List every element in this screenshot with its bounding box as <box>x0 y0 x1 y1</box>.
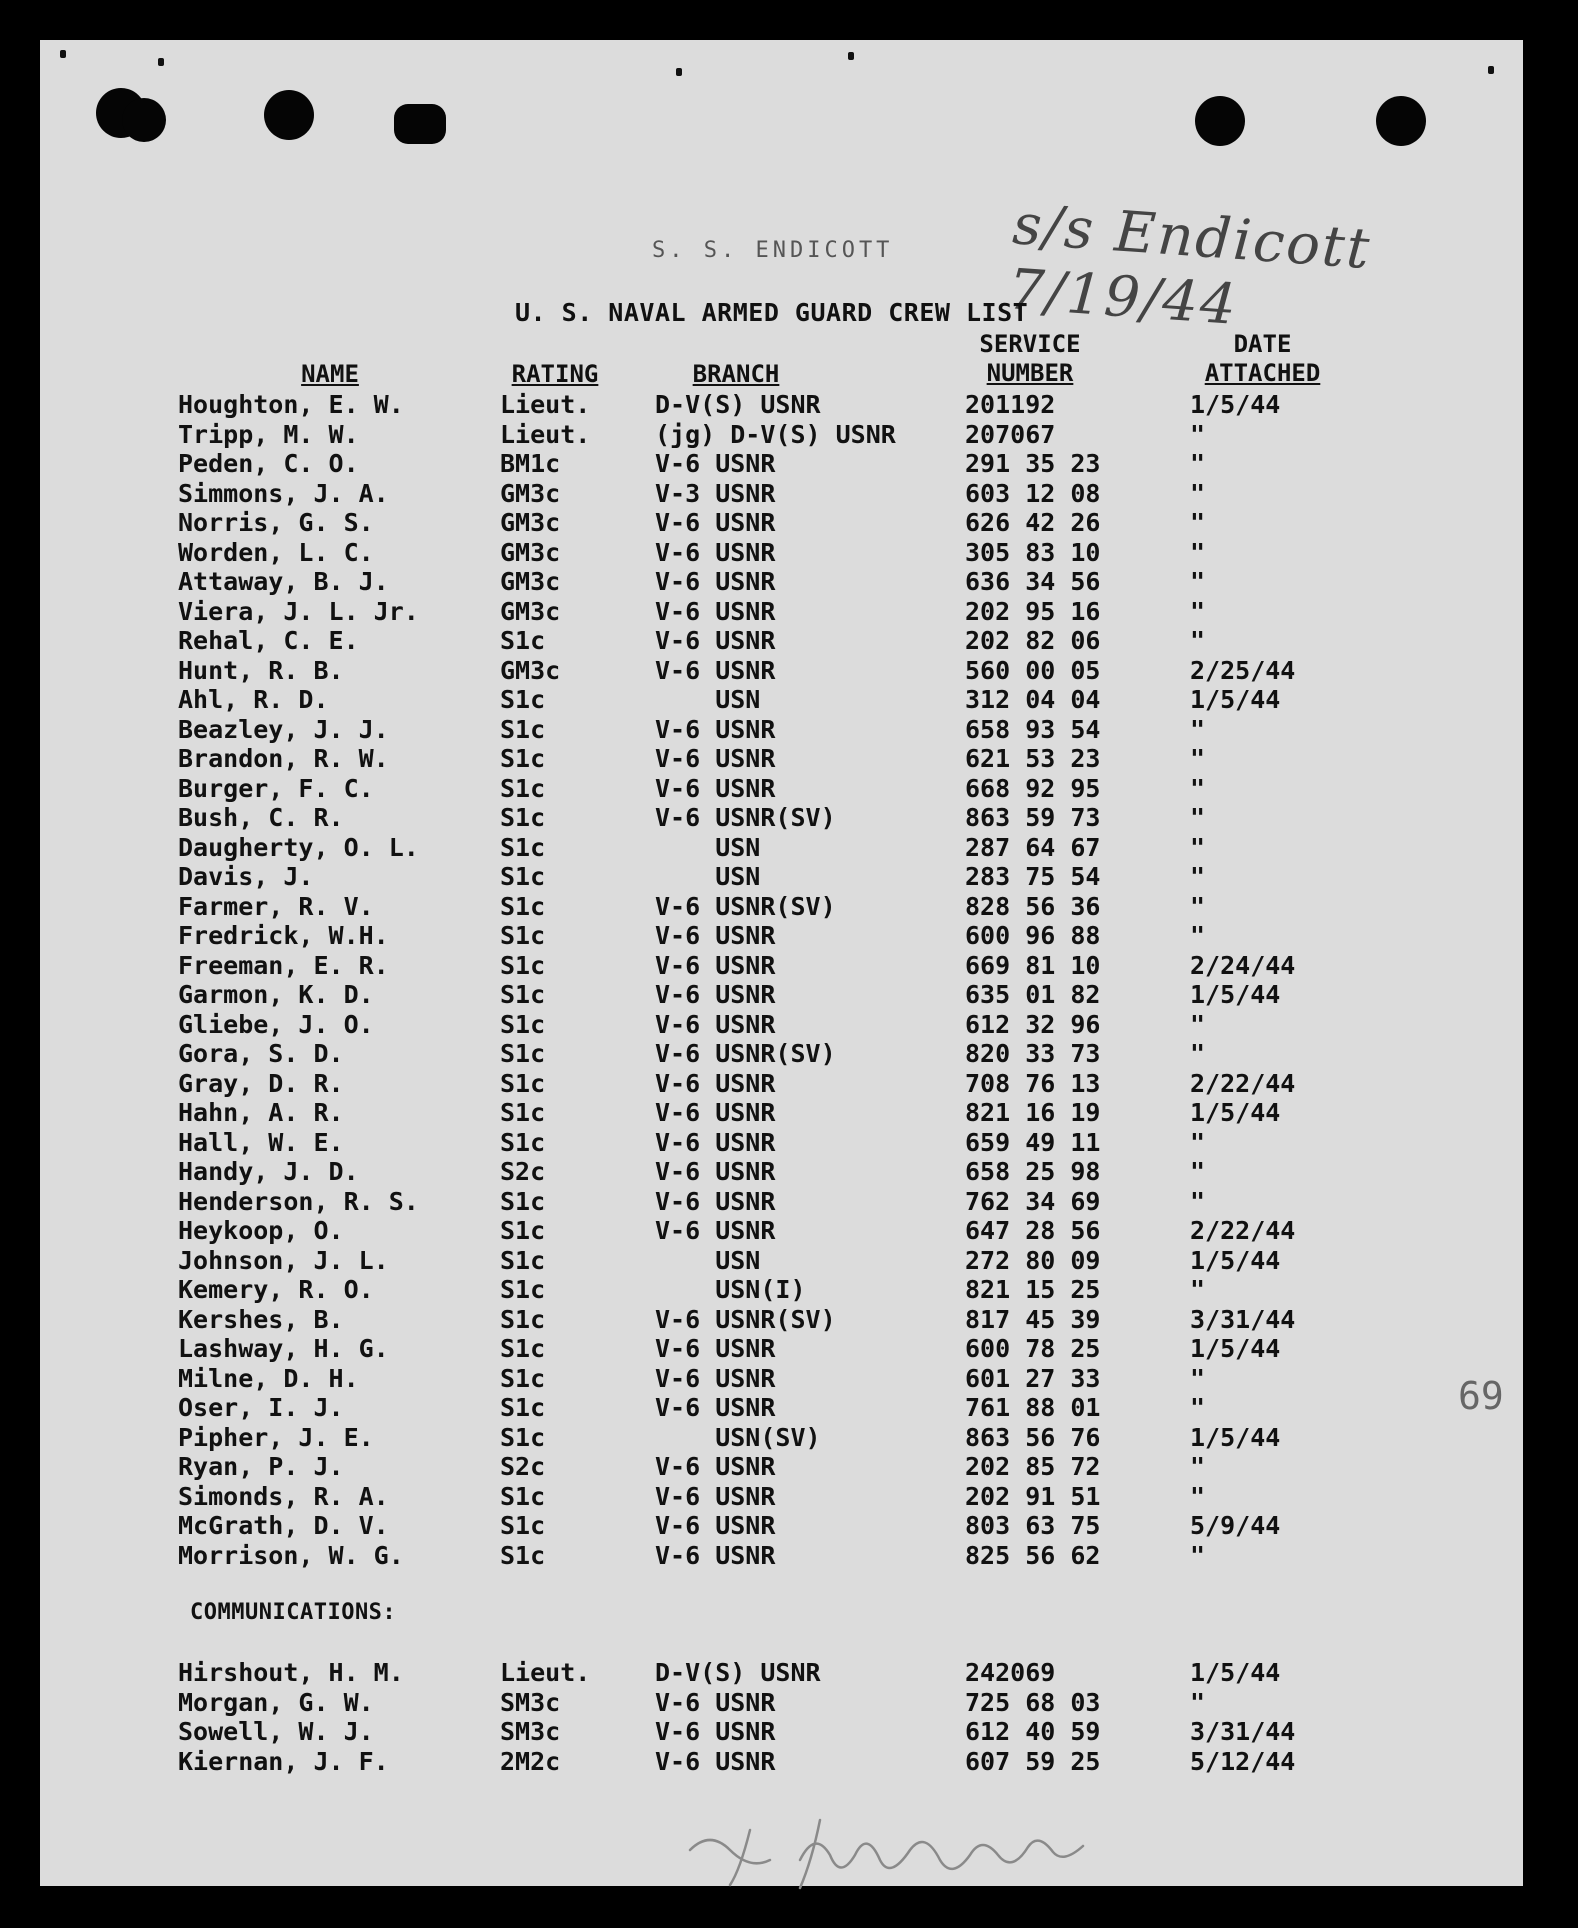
crew-row <box>40 1010 1523 1039</box>
crew-service-number: 761 88 01 <box>965 1393 1101 1422</box>
crew-row <box>40 980 1523 1009</box>
crew-name: Henderson, R. S. <box>178 1186 419 1216</box>
crew-name: Milne, D. H. <box>178 1363 359 1393</box>
crew-service-number: 607 59 25 <box>965 1746 1101 1776</box>
crew-service-number: 600 96 88 <box>965 921 1101 950</box>
crew-row <box>40 390 1523 419</box>
crew-branch: V-6 USNR <box>655 1127 776 1157</box>
crew-branch: V-6 USNR <box>655 508 776 537</box>
crew-row <box>40 685 1523 714</box>
crew-name: Worden, L. C. <box>178 537 374 567</box>
crew-branch: V-6 USNR <box>655 596 776 626</box>
crew-rating: S1c <box>500 773 546 803</box>
crew-row <box>40 538 1523 567</box>
crew-date-attached: " <box>1190 832 1206 862</box>
crew-rating: S1c <box>500 1068 546 1098</box>
crew-branch: V-6 USNR(SV) <box>655 1304 836 1334</box>
crew-row <box>40 508 1523 537</box>
crew-rating: GM3c <box>500 508 561 537</box>
crew-date-attached: " <box>1190 744 1206 773</box>
crew-row <box>40 656 1523 685</box>
crew-rating: S1c <box>500 921 546 950</box>
crew-rating: S1c <box>500 1393 546 1422</box>
document-title: U. S. NAVAL ARMED GUARD CREW LIST <box>515 298 1029 327</box>
crew-date-attached: " <box>1190 1157 1206 1186</box>
crew-branch: V-6 USNR <box>655 1186 776 1216</box>
punch-hole <box>1376 96 1426 146</box>
crew-branch: V-6 USNR <box>655 655 776 685</box>
crew-row <box>40 1216 1523 1245</box>
crew-date-attached: " <box>1190 626 1206 655</box>
crew-branch: V-6 USNR <box>655 537 776 567</box>
crew-name: Gliebe, J. O. <box>178 1009 374 1039</box>
crew-rating: BM1c <box>500 449 561 478</box>
crew-date-attached: 1/5/44 <box>1190 1422 1281 1452</box>
crew-branch: V-6 USNR <box>655 1452 776 1481</box>
crew-name: Brandon, R. W. <box>178 744 389 773</box>
crew-date-attached: " <box>1190 449 1206 478</box>
crew-date-attached: 5/9/44 <box>1190 1511 1281 1540</box>
crew-row <box>40 1423 1523 1452</box>
crew-row <box>40 715 1523 744</box>
crew-branch: USN(SV) <box>655 1422 821 1452</box>
crew-name: Johnson, J. L. <box>178 1245 389 1275</box>
punch-hole <box>264 90 314 140</box>
crew-service-number: 708 76 13 <box>965 1068 1101 1098</box>
crew-row <box>40 892 1523 921</box>
crew-branch: V-6 USNR <box>655 1687 776 1717</box>
crew-name: Gora, S. D. <box>178 1039 344 1068</box>
crew-name: Simmons, J. A. <box>178 478 389 508</box>
crew-branch: V-6 USNR <box>655 921 776 950</box>
crew-rating: S1c <box>500 1540 546 1570</box>
crew-date-attached: 3/31/44 <box>1190 1304 1296 1334</box>
crew-service-number: 272 80 09 <box>965 1245 1101 1275</box>
crew-branch: V-3 USNR <box>655 478 776 508</box>
crew-branch: D-V(S) USNR <box>655 390 821 419</box>
crew-rating: Lieut. <box>500 390 591 419</box>
crew-row <box>40 1658 1523 1687</box>
crew-branch: V-6 USNR <box>655 1098 776 1127</box>
crew-service-number: 287 64 67 <box>965 832 1101 862</box>
crew-date-attached: " <box>1190 1481 1206 1511</box>
crew-date-attached: 2/22/44 <box>1190 1216 1296 1245</box>
crew-rating: S2c <box>500 1452 546 1481</box>
crew-branch: USN <box>655 685 761 714</box>
crew-name: Simonds, R. A. <box>178 1481 389 1511</box>
crew-name: McGrath, D. V. <box>178 1511 389 1540</box>
crew-name: Garmon, K. D. <box>178 980 374 1009</box>
crew-rating: GM3c <box>500 567 561 596</box>
crew-branch: V-6 USNR <box>655 1511 776 1540</box>
crew-row <box>40 597 1523 626</box>
crew-branch: V-6 USNR <box>655 744 776 773</box>
crew-service-number: 202 85 72 <box>965 1452 1101 1481</box>
crew-date-attached: " <box>1190 508 1206 537</box>
crew-service-number: 863 56 76 <box>965 1422 1101 1452</box>
crew-row <box>40 921 1523 950</box>
crew-service-number: 202 95 16 <box>965 596 1101 626</box>
crew-rating: S1c <box>500 1334 546 1363</box>
crew-date-attached: " <box>1190 1393 1206 1422</box>
crew-service-number: 635 01 82 <box>965 980 1101 1009</box>
crew-row <box>40 833 1523 862</box>
crew-row <box>40 626 1523 655</box>
crew-rating: S1c <box>500 891 546 921</box>
crew-date-attached: 1/5/44 <box>1190 685 1281 714</box>
crew-date-attached: " <box>1190 803 1206 832</box>
ink-speck <box>1488 66 1494 74</box>
crew-name: Oser, I. J. <box>178 1393 344 1422</box>
crew-service-number: 242069 <box>965 1658 1056 1687</box>
crew-rating: GM3c <box>500 596 561 626</box>
crew-name: Burger, F. C. <box>178 773 374 803</box>
crew-date-attached: " <box>1190 862 1206 891</box>
crew-service-number: 821 16 19 <box>965 1098 1101 1127</box>
crew-rating: SM3c <box>500 1687 561 1717</box>
crew-row <box>40 744 1523 773</box>
crew-rating: S1c <box>500 1422 546 1452</box>
crew-branch: V-6 USNR <box>655 1334 776 1363</box>
crew-name: Freeman, E. R. <box>178 950 389 980</box>
crew-row <box>40 803 1523 832</box>
header-rating: RATING <box>511 360 599 388</box>
ink-speck <box>676 68 682 76</box>
crew-service-number: 762 34 69 <box>965 1186 1101 1216</box>
crew-row <box>40 951 1523 980</box>
crew-service-number: 305 83 10 <box>965 537 1101 567</box>
header-date-attached: DATE ATTACHED <box>1204 330 1321 387</box>
crew-rating: S1c <box>500 832 546 862</box>
crew-service-number: 201192 <box>965 390 1056 419</box>
crew-date-attached: " <box>1190 1039 1206 1068</box>
crew-name: Ryan, P. J. <box>178 1452 344 1481</box>
crew-date-attached: 1/5/44 <box>1190 980 1281 1009</box>
crew-rating: GM3c <box>500 537 561 567</box>
crew-service-number: 601 27 33 <box>965 1363 1101 1393</box>
crew-row <box>40 1305 1523 1334</box>
crew-branch: V-6 USNR <box>655 1481 776 1511</box>
crew-date-attached: " <box>1190 891 1206 921</box>
crew-date-attached: " <box>1190 921 1206 950</box>
crew-row <box>40 1039 1523 1068</box>
crew-date-attached: " <box>1190 537 1206 567</box>
ship-stamp: S. S. ENDICOTT <box>652 238 894 263</box>
crew-row <box>40 1128 1523 1157</box>
signature <box>680 1810 1180 1890</box>
crew-branch: V-6 USNR <box>655 1068 776 1098</box>
crew-name: Ahl, R. D. <box>178 685 329 714</box>
crew-name: Sowell, W. J. <box>178 1717 374 1746</box>
crew-service-number: 668 92 95 <box>965 773 1101 803</box>
crew-date-attached: 1/5/44 <box>1190 1658 1281 1687</box>
crew-rating: S1c <box>500 1127 546 1157</box>
crew-name: Hahn, A. R. <box>178 1098 344 1127</box>
crew-service-number: 600 78 25 <box>965 1334 1101 1363</box>
crew-service-number: 603 12 08 <box>965 478 1101 508</box>
crew-branch: V-6 USNR <box>655 1717 776 1746</box>
crew-rating: S1c <box>500 862 546 891</box>
crew-branch: V-6 USNR <box>655 1157 776 1186</box>
crew-branch: V-6 USNR(SV) <box>655 803 836 832</box>
crew-rating: S1c <box>500 1216 546 1245</box>
crew-service-number: 621 53 23 <box>965 744 1101 773</box>
crew-rating: S1c <box>500 1481 546 1511</box>
crew-branch: USN <box>655 1245 761 1275</box>
crew-date-attached: " <box>1190 1363 1206 1393</box>
crew-rating: S1c <box>500 1039 546 1068</box>
crew-service-number: 863 59 73 <box>965 803 1101 832</box>
crew-date-attached: " <box>1190 419 1206 449</box>
crew-branch: USN <box>655 862 761 891</box>
ink-speck <box>60 50 66 58</box>
crew-service-number: 291 35 23 <box>965 449 1101 478</box>
crew-service-number: 626 42 26 <box>965 508 1101 537</box>
punch-hole <box>1195 96 1245 146</box>
crew-service-number: 202 82 06 <box>965 626 1101 655</box>
header-branch: BRANCH <box>692 360 780 388</box>
crew-rating: GM3c <box>500 655 561 685</box>
crew-branch: V-6 USNR(SV) <box>655 1039 836 1068</box>
crew-branch: V-6 USNR(SV) <box>655 891 836 921</box>
crew-rating: GM3c <box>500 478 561 508</box>
crew-name: Kemery, R. O. <box>178 1275 374 1304</box>
crew-rating: S1c <box>500 1245 546 1275</box>
crew-row <box>40 1098 1523 1127</box>
crew-name: Morrison, W. G. <box>178 1540 404 1570</box>
crew-branch: USN(I) <box>655 1275 806 1304</box>
crew-service-number: 312 04 04 <box>965 685 1101 714</box>
crew-service-number: 658 93 54 <box>965 714 1101 744</box>
crew-date-attached: " <box>1190 773 1206 803</box>
crew-row <box>40 1275 1523 1304</box>
crew-name: Handy, J. D. <box>178 1157 359 1186</box>
crew-name: Bush, C. R. <box>178 803 344 832</box>
crew-name: Davis, J. <box>178 862 314 891</box>
crew-service-number: 825 56 62 <box>965 1540 1101 1570</box>
crew-rating: S1c <box>500 803 546 832</box>
crew-branch: V-6 USNR <box>655 1216 776 1245</box>
crew-row <box>40 1334 1523 1363</box>
crew-branch: V-6 USNR <box>655 1009 776 1039</box>
crew-service-number: 202 91 51 <box>965 1481 1101 1511</box>
ink-speck <box>158 58 164 66</box>
crew-rating: SM3c <box>500 1717 561 1746</box>
crew-branch: V-6 USNR <box>655 1746 776 1776</box>
crew-name: Daugherty, O. L. <box>178 832 419 862</box>
crew-name: Fredrick, W.H. <box>178 921 389 950</box>
crew-name: Hunt, R. B. <box>178 655 344 685</box>
crew-name: Hall, W. E. <box>178 1127 344 1157</box>
crew-branch: V-6 USNR <box>655 567 776 596</box>
crew-service-number: 636 34 56 <box>965 567 1101 596</box>
crew-name: Hirshout, H. M. <box>178 1658 404 1687</box>
crew-service-number: 669 81 10 <box>965 950 1101 980</box>
crew-date-attached: " <box>1190 1540 1206 1570</box>
crew-row <box>40 1482 1523 1511</box>
crew-name: Gray, D. R. <box>178 1068 344 1098</box>
crew-date-attached: 1/5/44 <box>1190 1334 1281 1363</box>
crew-row <box>40 1747 1523 1776</box>
crew-row <box>40 479 1523 508</box>
crew-branch: USN <box>655 832 761 862</box>
crew-name: Norris, G. S. <box>178 508 374 537</box>
crew-service-number: 612 40 59 <box>965 1717 1101 1746</box>
crew-rating: Lieut. <box>500 419 591 449</box>
crew-row <box>40 1717 1523 1746</box>
crew-branch: V-6 USNR <box>655 1393 776 1422</box>
crew-name: Beazley, J. J. <box>178 714 389 744</box>
crew-date-attached: " <box>1190 478 1206 508</box>
crew-service-number: 207067 <box>965 419 1056 449</box>
crew-service-number: 658 25 98 <box>965 1157 1101 1186</box>
header-name: NAME <box>301 360 359 388</box>
crew-service-number: 647 28 56 <box>965 1216 1101 1245</box>
communications-heading: COMMUNICATIONS: <box>190 1600 397 1625</box>
crew-row <box>40 1157 1523 1186</box>
crew-date-attached: " <box>1190 714 1206 744</box>
crew-row <box>40 862 1523 891</box>
crew-date-attached: " <box>1190 1009 1206 1039</box>
crew-branch: V-6 USNR <box>655 626 776 655</box>
crew-name: Viera, J. L. Jr. <box>178 596 419 626</box>
crew-name: Attaway, B. J. <box>178 567 389 596</box>
crew-row <box>40 1393 1523 1422</box>
crew-service-number: 820 33 73 <box>965 1039 1101 1068</box>
crew-date-attached: 2/25/44 <box>1190 655 1296 685</box>
crew-rating: S1c <box>500 1186 546 1216</box>
crew-date-attached: " <box>1190 1127 1206 1157</box>
crew-date-attached: " <box>1190 1452 1206 1481</box>
crew-rating: Lieut. <box>500 1658 591 1687</box>
crew-rating: S1c <box>500 1304 546 1334</box>
punch-hole <box>394 104 446 144</box>
crew-row <box>40 1511 1523 1540</box>
crew-row <box>40 567 1523 596</box>
crew-row <box>40 1187 1523 1216</box>
crew-name: Farmer, R. V. <box>178 891 374 921</box>
crew-branch: V-6 USNR <box>655 1363 776 1393</box>
crew-branch: V-6 USNR <box>655 773 776 803</box>
crew-row <box>40 449 1523 478</box>
crew-service-number: 283 75 54 <box>965 862 1101 891</box>
crew-date-attached: 2/24/44 <box>1190 950 1296 980</box>
crew-service-number: 659 49 11 <box>965 1127 1101 1157</box>
crew-rating: S1c <box>500 626 546 655</box>
handwritten-note: s/s Endicott 7/19/44 <box>1006 192 1374 338</box>
crew-date-attached: 1/5/44 <box>1190 1098 1281 1127</box>
crew-branch: V-6 USNR <box>655 449 776 478</box>
crew-date-attached: " <box>1190 1186 1206 1216</box>
crew-rating: S1c <box>500 1009 546 1039</box>
crew-rating: S1c <box>500 1098 546 1127</box>
crew-date-attached: " <box>1190 1275 1206 1304</box>
crew-service-number: 612 32 96 <box>965 1009 1101 1039</box>
crew-rating: S1c <box>500 950 546 980</box>
crew-rating: S1c <box>500 980 546 1009</box>
crew-row <box>40 1246 1523 1275</box>
crew-service-number: 828 56 36 <box>965 891 1101 921</box>
crew-row <box>40 774 1523 803</box>
crew-rating: S1c <box>500 1511 546 1540</box>
crew-rating: S1c <box>500 685 546 714</box>
crew-branch: V-6 USNR <box>655 980 776 1009</box>
crew-date-attached: " <box>1190 1687 1206 1717</box>
crew-branch: D-V(S) USNR <box>655 1658 821 1687</box>
crew-name: Houghton, E. W. <box>178 390 404 419</box>
page-number: 69 <box>1458 1374 1504 1418</box>
crew-date-attached: 5/12/44 <box>1190 1746 1296 1776</box>
header-service-number: SERVICE NUMBER <box>979 330 1081 387</box>
crew-row <box>40 420 1523 449</box>
crew-service-number: 725 68 03 <box>965 1687 1101 1717</box>
crew-service-number: 821 15 25 <box>965 1275 1101 1304</box>
crew-name: Rehal, C. E. <box>178 626 359 655</box>
crew-name: Kershes, B. <box>178 1304 344 1334</box>
crew-row <box>40 1688 1523 1717</box>
crew-date-attached: " <box>1190 596 1206 626</box>
crew-branch: V-6 USNR <box>655 950 776 980</box>
crew-rating: S2c <box>500 1157 546 1186</box>
crew-name: Peden, C. O. <box>178 449 359 478</box>
crew-date-attached: 1/5/44 <box>1190 390 1281 419</box>
crew-date-attached: 1/5/44 <box>1190 1245 1281 1275</box>
crew-service-number: 560 00 05 <box>965 655 1101 685</box>
crew-rating: S1c <box>500 1275 546 1304</box>
crew-row <box>40 1541 1523 1570</box>
crew-name: Morgan, G. W. <box>178 1687 374 1717</box>
crew-row <box>40 1069 1523 1098</box>
crew-rating: S1c <box>500 1363 546 1393</box>
crew-service-number: 803 63 75 <box>965 1511 1101 1540</box>
crew-row <box>40 1364 1523 1393</box>
crew-date-attached: 3/31/44 <box>1190 1717 1296 1746</box>
crew-service-number: 817 45 39 <box>965 1304 1101 1334</box>
crew-branch: V-6 USNR <box>655 714 776 744</box>
crew-branch: (jg) D-V(S) USNR <box>655 419 896 449</box>
crew-row <box>40 1452 1523 1481</box>
crew-date-attached: 2/22/44 <box>1190 1068 1296 1098</box>
document-page <box>40 40 1523 1886</box>
crew-rating: S1c <box>500 744 546 773</box>
crew-name: Heykoop, O. <box>178 1216 344 1245</box>
crew-name: Pipher, J. E. <box>178 1422 374 1452</box>
crew-date-attached: " <box>1190 567 1206 596</box>
punch-hole <box>122 98 166 142</box>
crew-name: Kiernan, J. F. <box>178 1746 389 1776</box>
crew-name: Lashway, H. G. <box>178 1334 389 1363</box>
crew-branch: V-6 USNR <box>655 1540 776 1570</box>
crew-rating: 2M2c <box>500 1746 561 1776</box>
ink-speck <box>848 52 854 60</box>
crew-rating: S1c <box>500 714 546 744</box>
crew-name: Tripp, M. W. <box>178 419 359 449</box>
